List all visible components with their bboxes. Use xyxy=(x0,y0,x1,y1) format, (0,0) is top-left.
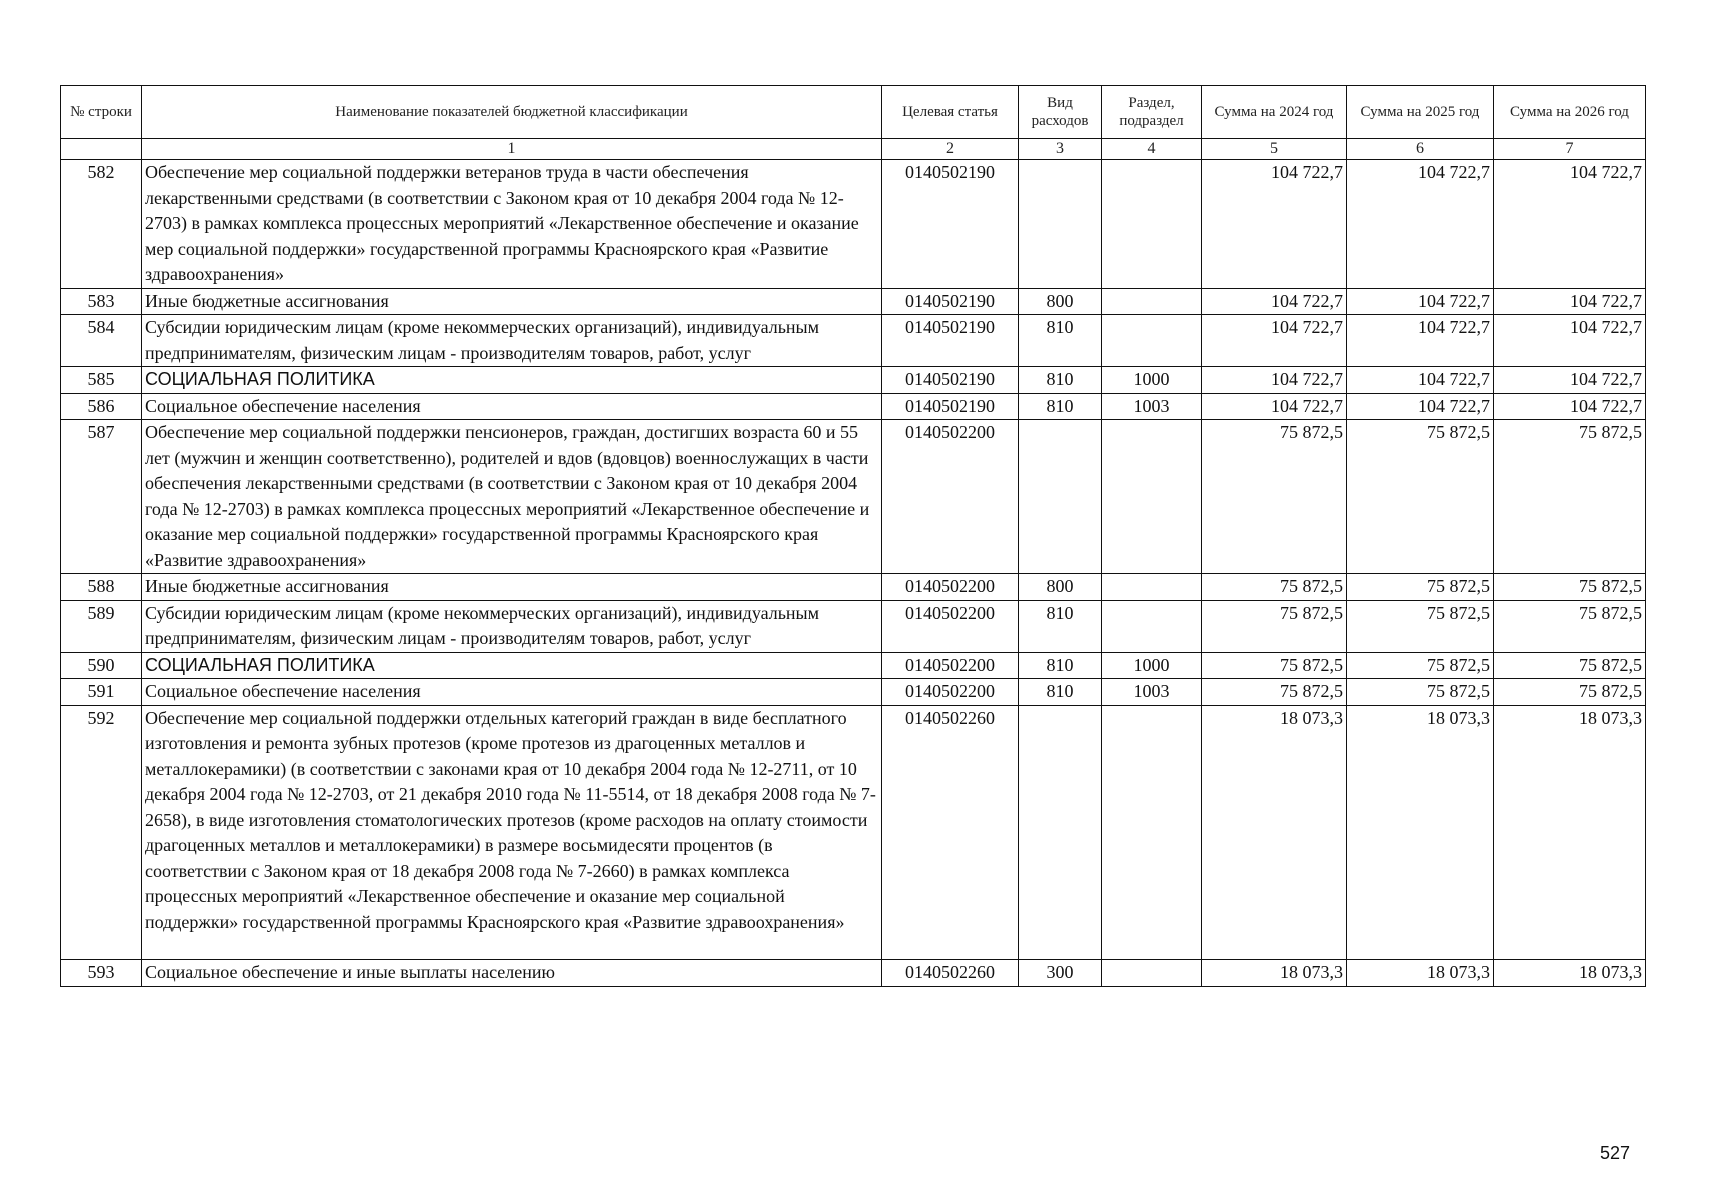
row-sum-2026: 104 722,7 xyxy=(1494,367,1646,394)
row-sum-2025: 104 722,7 xyxy=(1347,288,1494,315)
row-target-code: 0140502200 xyxy=(882,420,1019,574)
row-number: 590 xyxy=(61,652,142,679)
row-sum-2024: 104 722,7 xyxy=(1202,315,1347,367)
row-section: 1003 xyxy=(1102,679,1202,706)
row-target-code: 0140502190 xyxy=(882,367,1019,394)
column-number: 1 xyxy=(142,139,882,160)
row-sum-2026: 75 872,5 xyxy=(1494,679,1646,706)
row-section xyxy=(1102,315,1202,367)
row-target-code: 0140502260 xyxy=(882,705,1019,960)
header-name: Наименование показателей бюджетной классификации xyxy=(142,86,882,139)
row-section: 1000 xyxy=(1102,367,1202,394)
row-sum-2024: 18 073,3 xyxy=(1202,960,1347,987)
row-name: Субсидии юридическим лицам (кроме некоммерческих организаций), индивидуальным предпринимателям, физическим лицам - производителям товаров, работ, услуг xyxy=(142,600,882,652)
table-row xyxy=(61,574,1646,601)
row-number: 588 xyxy=(61,574,142,601)
row-target-code: 0140502260 xyxy=(882,960,1019,987)
row-sum-2025: 75 872,5 xyxy=(1347,652,1494,679)
header-sum-2024: Сумма на 2024 год xyxy=(1202,86,1347,139)
table-row xyxy=(61,367,1646,394)
row-sum-2024: 75 872,5 xyxy=(1202,600,1347,652)
header-num: № строки xyxy=(61,86,142,139)
row-name: Социальное обеспечение и иные выплаты населению xyxy=(142,960,882,987)
header-code: Целевая статья xyxy=(882,86,1019,139)
row-section xyxy=(1102,960,1202,987)
row-sum-2025: 18 073,3 xyxy=(1347,960,1494,987)
row-expense-type: 810 xyxy=(1019,652,1102,679)
row-section xyxy=(1102,160,1202,289)
row-section xyxy=(1102,288,1202,315)
table-row xyxy=(61,960,1646,987)
row-sum-2026: 75 872,5 xyxy=(1494,420,1646,574)
row-sum-2025: 75 872,5 xyxy=(1347,679,1494,706)
row-number: 584 xyxy=(61,315,142,367)
row-sum-2026: 104 722,7 xyxy=(1494,288,1646,315)
row-target-code: 0140502200 xyxy=(882,574,1019,601)
row-number: 593 xyxy=(61,960,142,987)
column-number: 3 xyxy=(1019,139,1102,160)
column-number: 5 xyxy=(1202,139,1347,160)
row-number: 587 xyxy=(61,420,142,574)
column-number-row xyxy=(61,139,1646,160)
row-expense-type: 800 xyxy=(1019,574,1102,601)
header-row xyxy=(61,86,1646,139)
row-sum-2025: 104 722,7 xyxy=(1347,160,1494,289)
row-name: Социальное обеспечение населения xyxy=(142,393,882,420)
row-section xyxy=(1102,420,1202,574)
column-number: 2 xyxy=(882,139,1019,160)
row-sum-2025: 104 722,7 xyxy=(1347,367,1494,394)
row-number: 592 xyxy=(61,705,142,960)
page-number: 527 xyxy=(1599,1143,1630,1163)
header-section: Раздел, подраздел xyxy=(1102,86,1202,139)
row-name: Обеспечение мер социальной поддержки отдельных категорий граждан в виде бесплатного изготовления и ремонта зубных протезов (кроме протезов из драгоценных металлов и металлокерамики) (в соответствии с законами края от 10 декабря 2004 года № 12-2711, от 10 декабря 2004 года № 12-2703, от 21 декабря 2010 года № 11-5514, от 18 декабря 2008 года № 7-2658), в виде изготовления стоматологических протезов (кроме расходов на оплату стоимости драгоценных металлов и металлокерамики) в размере восьмидесяти процентов (в соответствии с Законом края от 18 декабря 2008 года № 7-2660) в рамках комплекса процессных мероприятий «Лекарственное обеспечение и оказание мер социальной поддержки» государственной программы Красноярского края «Развитие здравоохранения» xyxy=(142,705,882,960)
row-name: СОЦИАЛЬНАЯ ПОЛИТИКА xyxy=(142,367,882,394)
row-name: Иные бюджетные ассигнования xyxy=(142,288,882,315)
row-sum-2025: 75 872,5 xyxy=(1347,600,1494,652)
row-sum-2026: 75 872,5 xyxy=(1494,574,1646,601)
row-sum-2024: 75 872,5 xyxy=(1202,679,1347,706)
row-section xyxy=(1102,574,1202,601)
row-expense-type: 810 xyxy=(1019,367,1102,394)
row-section: 1000 xyxy=(1102,652,1202,679)
row-section xyxy=(1102,600,1202,652)
row-sum-2026: 75 872,5 xyxy=(1494,652,1646,679)
row-name: Иные бюджетные ассигнования xyxy=(142,574,882,601)
header-sum-2026: Сумма на 2026 год xyxy=(1494,86,1646,139)
row-expense-type: 810 xyxy=(1019,679,1102,706)
column-number-blank xyxy=(61,139,142,160)
row-section: 1003 xyxy=(1102,393,1202,420)
table-row xyxy=(61,420,1646,574)
row-number: 586 xyxy=(61,393,142,420)
row-name: СОЦИАЛЬНАЯ ПОЛИТИКА xyxy=(142,652,882,679)
row-expense-type: 800 xyxy=(1019,288,1102,315)
column-number: 6 xyxy=(1347,139,1494,160)
row-sum-2026: 18 073,3 xyxy=(1494,705,1646,960)
row-sum-2026: 104 722,7 xyxy=(1494,393,1646,420)
table-row xyxy=(61,288,1646,315)
row-sum-2024: 75 872,5 xyxy=(1202,652,1347,679)
table-row xyxy=(61,393,1646,420)
table-row xyxy=(61,315,1646,367)
row-sum-2025: 104 722,7 xyxy=(1347,393,1494,420)
row-expense-type: 300 xyxy=(1019,960,1102,987)
row-sum-2024: 104 722,7 xyxy=(1202,288,1347,315)
row-sum-2025: 75 872,5 xyxy=(1347,420,1494,574)
row-expense-type xyxy=(1019,160,1102,289)
row-target-code: 0140502200 xyxy=(882,679,1019,706)
row-sum-2026: 104 722,7 xyxy=(1494,160,1646,289)
row-target-code: 0140502190 xyxy=(882,315,1019,367)
row-target-code: 0140502190 xyxy=(882,160,1019,289)
row-number: 585 xyxy=(61,367,142,394)
row-number: 582 xyxy=(61,160,142,289)
table-row xyxy=(61,705,1646,960)
row-target-code: 0140502200 xyxy=(882,652,1019,679)
row-name: Субсидии юридическим лицам (кроме некоммерческих организаций), индивидуальным предпринимателям, физическим лицам - производителям товаров, работ, услуг xyxy=(142,315,882,367)
row-sum-2026: 75 872,5 xyxy=(1494,600,1646,652)
row-expense-type: 810 xyxy=(1019,600,1102,652)
row-sum-2024: 104 722,7 xyxy=(1202,367,1347,394)
table-row xyxy=(61,160,1646,289)
column-number: 4 xyxy=(1102,139,1202,160)
row-number: 583 xyxy=(61,288,142,315)
row-name: Обеспечение мер социальной поддержки ветеранов труда в части обеспечения лекарственными средствами (в соответствии с Законом края от 10 декабря 2004 года № 12-2703) в рамках комплекса процессных мероприятий «Лекарственное обеспечение и оказание мер социальной поддержки» государственной программы Красноярского края «Развитие здравоохранения» xyxy=(142,160,882,289)
row-sum-2024: 104 722,7 xyxy=(1202,393,1347,420)
row-target-code: 0140502190 xyxy=(882,288,1019,315)
row-expense-type: 810 xyxy=(1019,315,1102,367)
row-name: Социальное обеспечение населения xyxy=(142,679,882,706)
row-expense-type: 810 xyxy=(1019,393,1102,420)
row-sum-2024: 18 073,3 xyxy=(1202,705,1347,960)
row-target-code: 0140502200 xyxy=(882,600,1019,652)
budget-table xyxy=(60,85,1646,987)
table-row xyxy=(61,679,1646,706)
row-sum-2024: 75 872,5 xyxy=(1202,420,1347,574)
row-sum-2024: 75 872,5 xyxy=(1202,574,1347,601)
header-vid: Вид расходов xyxy=(1019,86,1102,139)
table-body xyxy=(61,160,1646,987)
row-sum-2024: 104 722,7 xyxy=(1202,160,1347,289)
row-sum-2025: 18 073,3 xyxy=(1347,705,1494,960)
row-number: 589 xyxy=(61,600,142,652)
table-row xyxy=(61,652,1646,679)
row-name: Обеспечение мер социальной поддержки пенсионеров, граждан, достигших возраста 60 и 55 лет (мужчин и женщин соответственно), родителей и вдов (вдовцов) военнослужащих в части обеспечения лекарственными средствами (в соответствии с Законом края от 10 декабря 2004 года № 12-2703) в рамках комплекса процессных мероприятий «Лекарственное обеспечение и оказание мер социальной поддержки» государственной программы Красноярского края «Развитие здравоохранения» xyxy=(142,420,882,574)
row-sum-2026: 104 722,7 xyxy=(1494,315,1646,367)
row-sum-2025: 75 872,5 xyxy=(1347,574,1494,601)
header-sum-2025: Сумма на 2025 год xyxy=(1347,86,1494,139)
row-sum-2025: 104 722,7 xyxy=(1347,315,1494,367)
row-number: 591 xyxy=(61,679,142,706)
row-sum-2026: 18 073,3 xyxy=(1494,960,1646,987)
row-expense-type xyxy=(1019,705,1102,960)
column-number: 7 xyxy=(1494,139,1646,160)
row-target-code: 0140502190 xyxy=(882,393,1019,420)
row-section xyxy=(1102,705,1202,960)
table-row xyxy=(61,600,1646,652)
row-expense-type xyxy=(1019,420,1102,574)
